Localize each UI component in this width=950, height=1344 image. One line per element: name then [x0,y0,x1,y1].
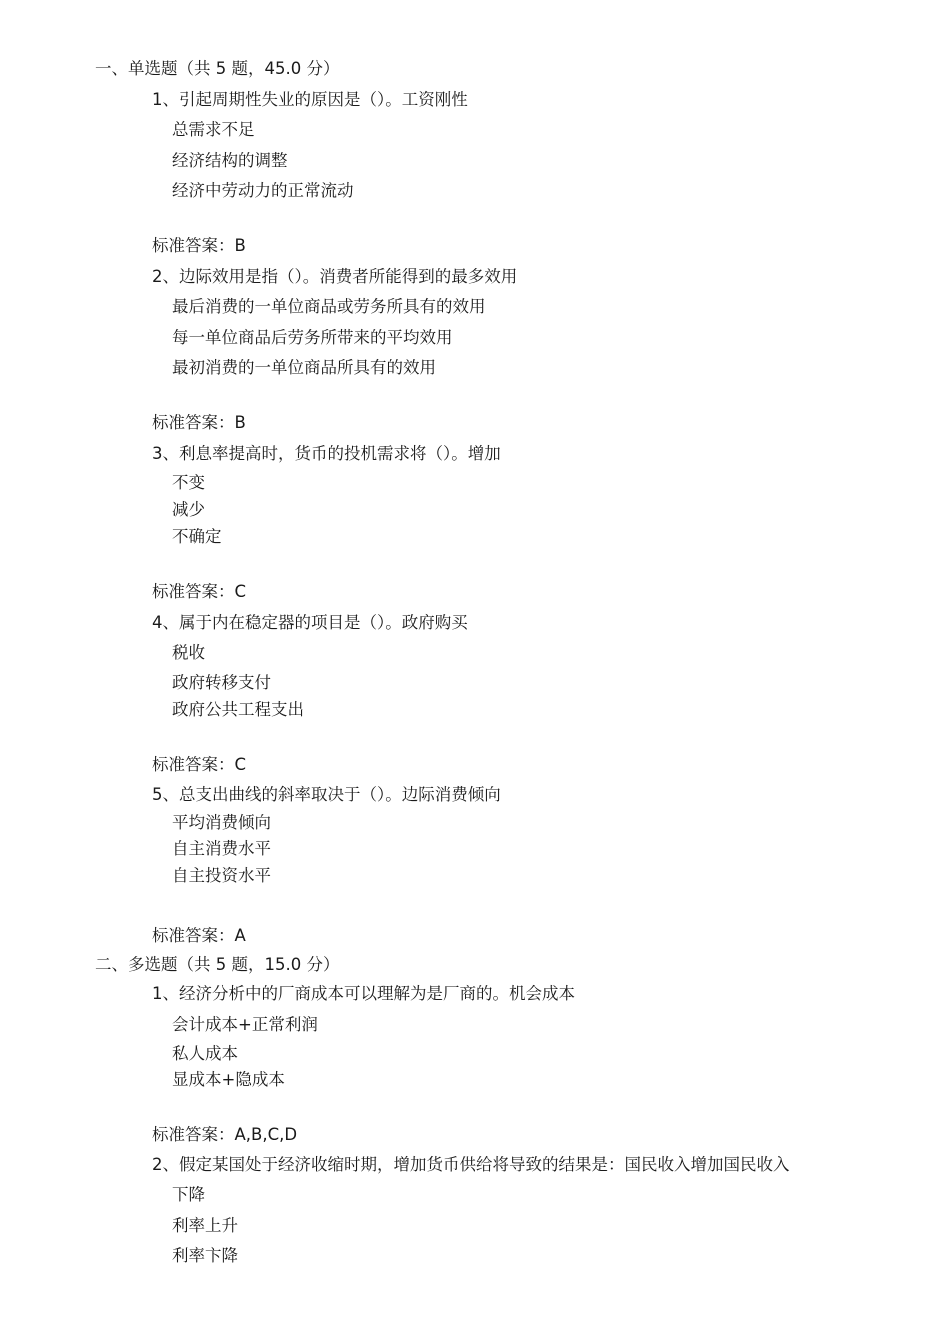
question-text: 2、边际效用是指（）。消费者所能得到的最多效用 [152,267,518,286]
option-item: 自主消费水平 [172,839,271,858]
option-item: 总需求不足 [172,120,255,139]
option-item: 政府转移支付 [172,673,271,692]
option-item: 最初消费的一单位商品所具有的效用 [172,358,436,377]
option-item: 减少 [172,500,205,519]
option-item: 私人成本 [172,1044,238,1063]
option-item: 平均消费倾向 [172,813,271,832]
question-text: 2、假定某国处于经济收缩时期，增加货币供给将导致的结果是：国民收入增加国民收入 [152,1155,790,1174]
section-title: 一、单选题（共 5 题，45.0 分） [95,59,340,78]
option-item: 不确定 [172,527,222,546]
option-item: 显成本+隐成本 [172,1070,285,1089]
option-item: 下降 [172,1185,205,1204]
answer-text: 标准答案：B [152,236,246,255]
answer-text: 标准答案：A,B,C,D [152,1125,298,1144]
section-title: 二、多选题（共 5 题，15.0 分） [95,955,340,974]
option-item: 每一单位商品后劳务所带来的平均效用 [172,328,453,347]
answer-text: 标准答案：C [152,755,247,774]
option-item: 自主投资水平 [172,866,271,885]
option-item: 不变 [172,473,205,492]
answer-text: 标准答案：A [152,926,246,945]
answer-text: 标准答案：C [152,582,247,601]
question-text: 1、经济分析中的厂商成本可以理解为是厂商的。机会成本 [152,984,575,1003]
answer-text: 标准答案：B [152,413,246,432]
option-item: 最后消费的一单位商品或劳务所具有的效用 [172,297,486,316]
question-text: 3、利息率提高时，货币的投机需求将（）。增加 [152,444,501,463]
option-item: 经济中劳动力的正常流动 [172,181,354,200]
question-text: 4、属于内在稳定器的项目是（）。政府购买 [152,613,468,632]
option-item: 利率卞降 [172,1246,238,1265]
question-text: 5、总支出曲线的斜率取决于（）。边际消费倾向 [152,785,501,804]
option-item: 利率上升 [172,1216,238,1235]
option-item: 税收 [172,643,205,662]
option-item: 会计成本+正常利润 [172,1015,318,1034]
option-item: 政府公共工程支出 [172,700,304,719]
option-item: 经济结构的调整 [172,151,288,170]
question-text: 1、引起周期性失业的原因是（）。工资刚性 [152,90,468,109]
